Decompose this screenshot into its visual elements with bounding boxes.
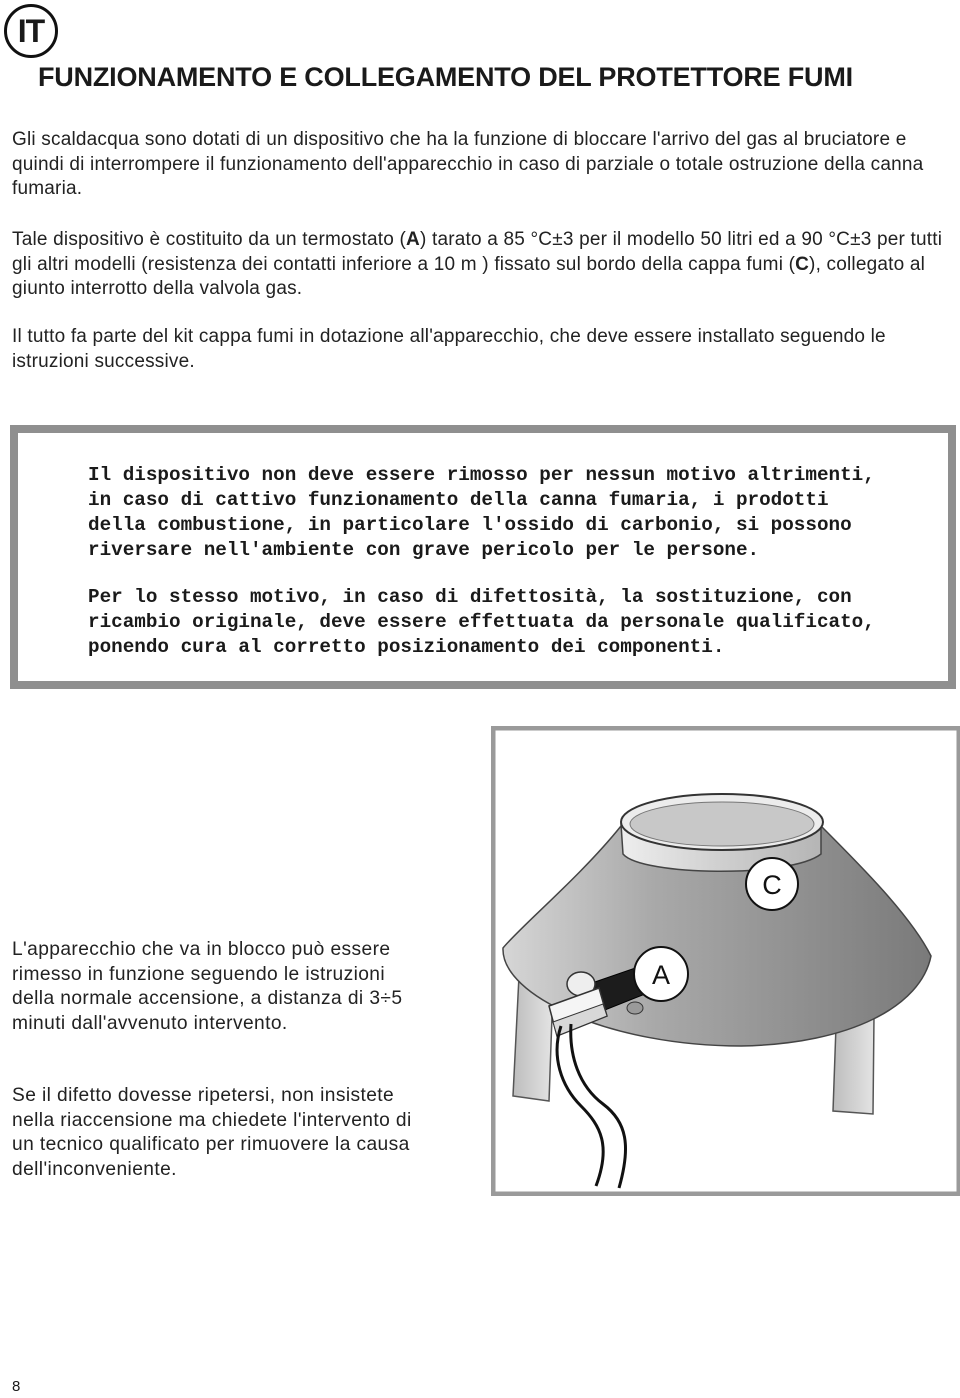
warning-paragraph-2: Per lo stesso motivo, in caso di difettosità, la sostituzione, con ricambio originale, deve essere effettuata da personale qualificato, ponendo cura al corretto posizionamento dei componenti. [88, 586, 875, 658]
paragraph-segment: ), collegato al giunto interrotto della valvola gas. [12, 253, 926, 299]
repeat-fault-paragraph: Se il difetto dovesse ripetersi, non insistete nella riaccensione ma chiedete l'intervento di un tecnico qualificato per rimuovere la causa dell'inconveniente. [12, 1085, 412, 1180]
component-reference: A [406, 229, 420, 250]
smoke-hood-drawing [491, 726, 960, 1196]
page-title: FUNZIONAMENTO E COLLEGAMENTO DEL PROTETTORE FUMI [38, 62, 853, 92]
page-number: 8 [12, 1378, 21, 1395]
component-reference: C [795, 253, 810, 275]
warning-box-inner [18, 433, 948, 681]
restart-paragraph: L'apparecchio che va in blocco può essere rimesso in funzione seguendo le istruzioni della normale accensione, a distanza di 3÷5 minuti dall'avvenuto intervento. [12, 939, 403, 1034]
label-c: C [762, 870, 782, 900]
device-description-paragraph [12, 228, 952, 302]
smoke-hood-illustration [491, 726, 960, 1196]
warning-paragraph-1: Il dispositivo non deve essere rimosso per nessun motivo altrimenti, in caso di cattivo funzionamento della canna fumaria, i prodotti della combustione, in particolare l'ossido di carbonio, si possono riversare nell'ambiente con grave pericolo per le persone. [88, 464, 875, 561]
label-a: A [651, 960, 671, 990]
warning-box [10, 425, 956, 689]
language-badge: IT [4, 4, 58, 58]
paragraph-segment: ) tarato a 85 °C±3 per il modello 50 litri ed a 90 °C±3 per tutti gli altri modelli (resistenza dei contatti inferiore a 10 m ) fissato sul bordo della cappa fumi ( [12, 229, 943, 275]
paragraph-segment: Tale dispositivo è costituito da un termostato ( [12, 229, 407, 250]
intro-paragraph: Gli scaldacqua sono dotati di un dispositivo che ha la funzione di bloccare l'arrivo del gas al bruciatore e quindi di interrompere il funzionamento dell'apparecchio in caso di parziale o totale ostruzione della canna fumaria. [12, 129, 924, 199]
kit-paragraph: Il tutto fa parte del kit cappa fumi in dotazione all'apparecchio, che deve essere installato seguendo le istruzioni successive. [12, 326, 886, 372]
